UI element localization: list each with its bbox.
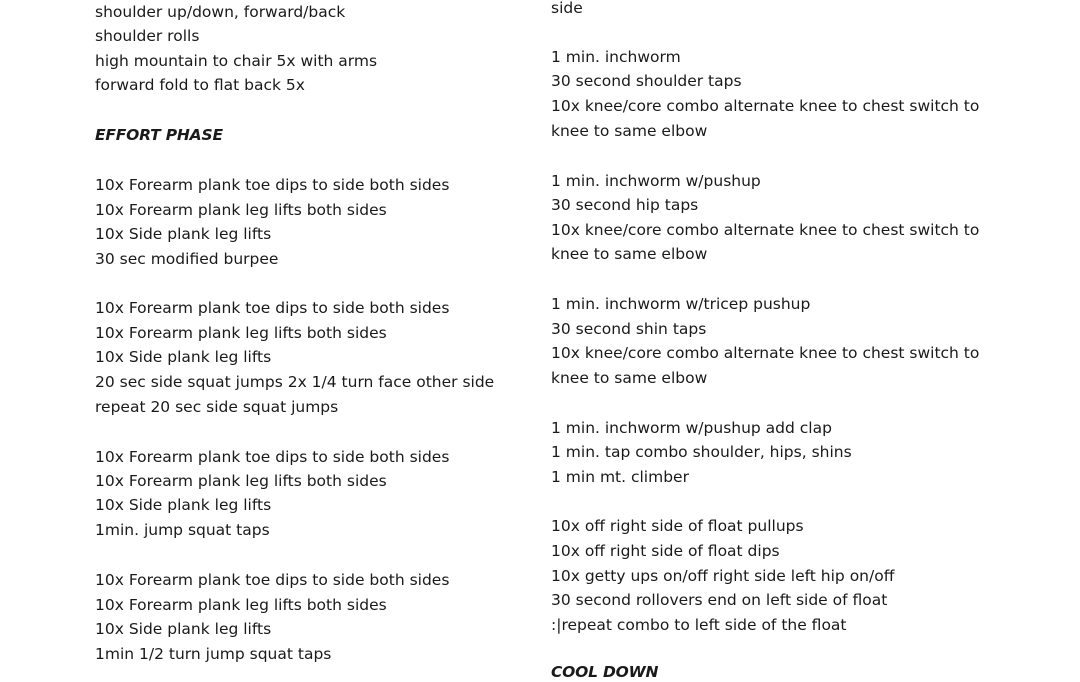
effort-line: 1min 1/2 turn jump squat taps xyxy=(95,645,332,663)
exercise-line: 10x knee/core combo alternate knee to chest switch to xyxy=(551,221,980,239)
exercise-line: knee to same elbow xyxy=(551,369,708,387)
effort-phase-heading: EFFORT PHASE xyxy=(95,126,223,144)
exercise-line: knee to same elbow xyxy=(551,245,708,263)
effort-line: 20 sec side squat jumps 2x 1/4 turn face other side xyxy=(95,373,495,391)
exercise-line: 30 second hip taps xyxy=(551,196,699,214)
effort-line: 10x Side plank leg lifts xyxy=(95,348,272,366)
exercise-line: knee to same elbow xyxy=(551,122,708,140)
exercise-line: 1 min. inchworm w/tricep pushup xyxy=(551,295,811,313)
cool-down-heading: COOL DOWN xyxy=(551,663,659,681)
effort-line: 1min. jump squat taps xyxy=(95,521,270,539)
effort-line: 10x Side plank leg lifts xyxy=(95,620,272,638)
exercise-line: 10x off right side of float dips xyxy=(551,542,780,560)
effort-line: 10x Forearm plank toe dips to side both sides xyxy=(95,299,450,317)
exercise-line: 10x getty ups on/off right side left hip on/off xyxy=(551,567,895,585)
exercise-line: 1 min. inchworm w/pushup xyxy=(551,172,761,190)
effort-line: 10x Forearm plank leg lifts both sides xyxy=(95,596,387,614)
effort-line: 30 sec modified burpee xyxy=(95,250,279,268)
effort-line: 10x Forearm plank toe dips to side both sides xyxy=(95,571,450,589)
exercise-line: side xyxy=(551,0,583,17)
exercise-line: 30 second shoulder taps xyxy=(551,72,742,90)
exercise-line: :|repeat combo to left side of the float xyxy=(551,616,847,634)
exercise-line: 1 min. tap combo shoulder, hips, shins xyxy=(551,443,852,461)
exercise-line: 30 second rollovers end on left side of float xyxy=(551,591,888,609)
warmup-line: shoulder rolls xyxy=(95,27,200,45)
exercise-line: 10x off right side of float pullups xyxy=(551,517,804,535)
exercise-line: 1 min. inchworm w/pushup add clap xyxy=(551,419,832,437)
exercise-line: 30 second shin taps xyxy=(551,320,707,338)
effort-line: 10x Side plank leg lifts xyxy=(95,225,272,243)
effort-line: 10x Forearm plank leg lifts both sides xyxy=(95,201,387,219)
effort-line: 10x Forearm plank leg lifts both sides xyxy=(95,472,387,490)
effort-line: repeat 20 sec side squat jumps xyxy=(95,398,339,416)
exercise-line: 10x knee/core combo alternate knee to chest switch to xyxy=(551,97,980,115)
effort-line: 10x Forearm plank toe dips to side both sides xyxy=(95,448,450,466)
warmup-line: high mountain to chair 5x with arms xyxy=(95,52,378,70)
exercise-line: 1 min. inchworm xyxy=(551,48,681,66)
warmup-line: forward fold to flat back 5x xyxy=(95,76,305,94)
effort-line: 10x Side plank leg lifts xyxy=(95,496,272,514)
exercise-line: 10x knee/core combo alternate knee to chest switch to xyxy=(551,344,980,362)
effort-line: 10x Forearm plank toe dips to side both sides xyxy=(95,176,450,194)
exercise-line: 1 min mt. climber xyxy=(551,468,689,486)
effort-line: 10x Forearm plank leg lifts both sides xyxy=(95,324,387,342)
warmup-line: shoulder up/down, forward/back xyxy=(95,3,346,21)
